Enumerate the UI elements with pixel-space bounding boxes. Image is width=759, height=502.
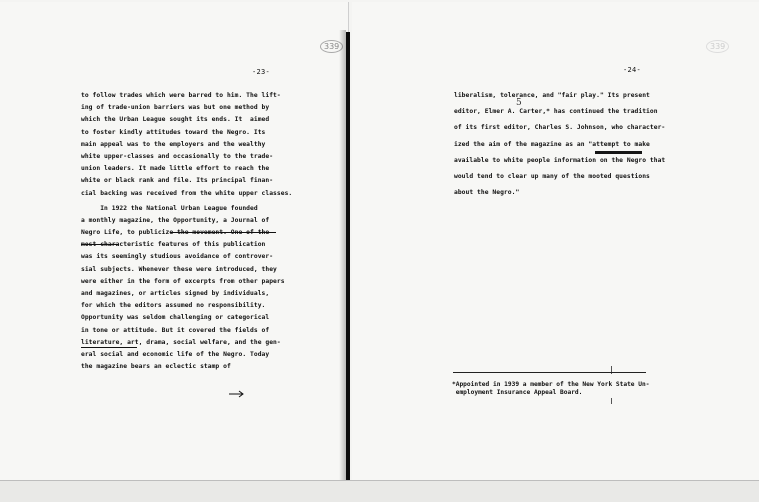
binding-gutter [346,32,350,480]
text-line: editor, Elmer A. Carter,* has continued the tradition [454,108,658,116]
text-line: ing of trade-union barriers was but one method by [81,104,270,112]
title-underline [170,232,276,233]
text-line: white upper-classes and occasionally to the trade- [81,152,274,160]
title-underline [81,244,119,245]
text-line: in tone or attitude. But it covered the fields of [81,326,270,334]
text-line: union leaders. It made little effort to reach the [81,165,270,173]
text-line: white or black rank and file. Its principal finan- [81,177,274,185]
text-line: cial backing was received from the white upper classes. [81,189,293,197]
left-page [0,2,349,480]
text-line: liberalism, tolerance, and "fair play." Its present [454,92,650,99]
text-line: literature, art, drama, social welfare, and the gen- [81,338,281,346]
text-line: ized the aim of the magazine as an "attempt to make [454,140,650,148]
text-line: would tend to clear up many of the mooted questions [454,172,650,180]
text-line: available to white people information on the Negro that [454,156,666,164]
text-line: most characteristic features of this publication [81,241,266,249]
continuation-arrow-icon [229,390,245,398]
text-line: for which the editors assumed no responsibility. [81,302,266,310]
handwritten-footnote-number: 5 [516,98,522,108]
text-line: eral social and economic life of the Negro. Today [81,350,270,358]
pencil-mark [611,398,612,404]
footnote-line: *Appointed in 1939 a member of the New York State Un- [452,381,650,388]
archive-stamp-faint: 339 [706,40,729,53]
text-line: and magazines, or articles signed by individuals, [81,290,270,297]
text-line: of its first editor, Charles S. Johnson, who character- [454,124,666,132]
text-line: main appeal was to the employers and the wealthy [81,140,266,148]
text-line: to foster kindly attitudes toward the Negro. Its [81,128,266,136]
footnote [452,381,649,397]
text-line: Opportunity was seldom challenging or categorical [81,314,270,322]
strikethrough-mark [595,151,642,154]
right-page-body [454,90,665,199]
text-line: were either in the form of excerpts from other papers [81,277,285,285]
text-line: to follow trades which were barred to him. The lift- [81,92,281,99]
page-number: -24- [623,66,642,74]
archive-stamp: 339 [320,40,343,53]
gutter-shadow [339,30,346,480]
text-line: In 1922 the National Urban League founded [81,204,258,212]
page-number: -23- [252,68,271,76]
footnote-rule [453,372,646,373]
title-underline [81,347,137,348]
scan-bottom-edge [0,480,759,502]
text-line: was its seemingly studious avoidance of controver- [81,253,274,261]
right-page [352,2,759,480]
text-line: the magazine bears an eclectic stamp of [81,363,231,371]
text-line: which the Urban League sought its ends. It aimed [81,116,270,124]
text-line: about the Negro." [454,189,520,197]
text-line: a monthly magazine, the Opportunity, a Journal of [81,216,270,224]
text-line: sial subjects. Whenever these were introduced, they [81,265,277,273]
text-line: Negro Life, to publicize the movement. One of the [81,229,270,237]
footnote-line: employment Insurance Appeal Board. [452,389,583,396]
